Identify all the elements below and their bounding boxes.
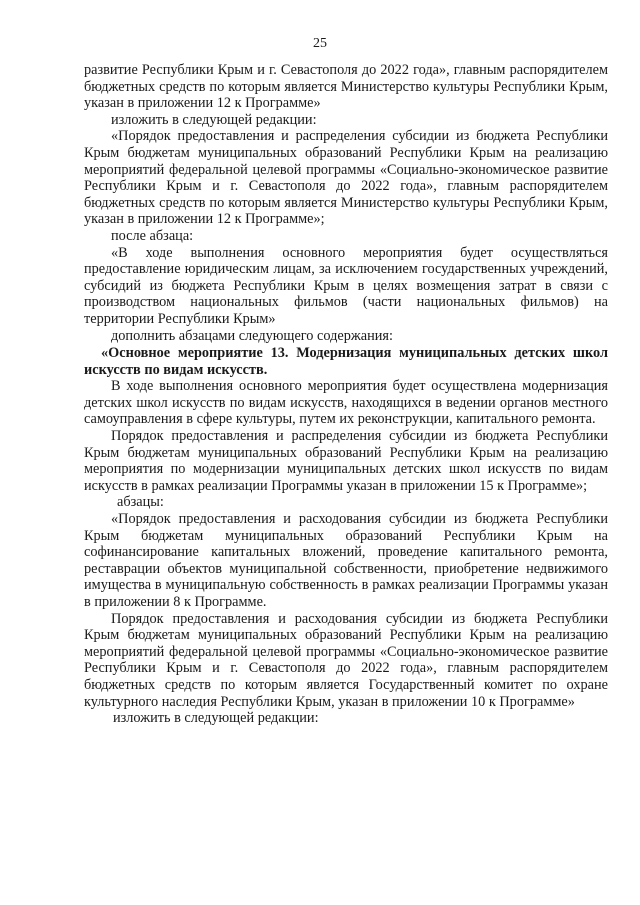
- paragraph-instruction: дополнить абзацами следующего содержания:: [111, 327, 393, 344]
- paragraph-body: Порядок предоставления и расходования субсидии из бюджета Республики Крым бюджетам муниципальных образований Республики Крым на реализацию мероприятий федеральной целевой программы «Социально-экономическое развитие Республики Крым и г. Севастополя до 2022 года», главным распорядителем бюджетных средств по которым является Государственный комитет по охране культурного наследия Республики Крым, указан в приложении 10 к Программе»: [84, 610, 608, 710]
- paragraph-quote: «Порядок предоставления и расходования субсидии из бюджета Республики Крым бюджетам муниципальных образований Республики Крым на софинансирование капитальных вложений, проведение капитального ремонта, реставрации объектов муниципальной собственности, приобретение недвижимого имущества в муниципальную собственность в рамках реализации Программы указан в приложении 8 к Программе.: [84, 511, 608, 610]
- paragraph-quote: «В ходе выполнения основного мероприятия будет осуществляться предоставление юридическим лицам, за исключением государственных учреждений, субсидий из бюджета Республики Крым в целях возмещения затрат в связи с производством национальных фильмов (части национальных фильмов) на территории Республики Крым»: [84, 244, 608, 327]
- section-heading: «Основное мероприятие 13. Модернизация муниципальных детских школ искусств по видам искусств.: [84, 345, 608, 378]
- paragraph-instruction: после абзаца:: [111, 227, 194, 244]
- paragraph-instruction: изложить в следующей редакции:: [113, 710, 319, 727]
- paragraph-quote: «Порядок предоставления и распределения субсидии из бюджета Республики Крым бюджетам муниципальных образований Республики Крым на реализацию мероприятий федеральной целевой программы «Социально-экономическое развитие Республики Крым и г. Севастополя до 2022 года», главным распорядителем бюджетных средств по которым является Министерство культуры Республики Крым, указан в приложении 12 к Программе»;: [84, 128, 608, 228]
- paragraph-body: В ходе выполнения основного мероприятия будет осуществлена модернизация детских школ искусств по видам искусств, находящихся в ведении органов местного самоуправления в сфере культуры, путем их реконструкции, капитального ремонта.: [84, 378, 608, 428]
- paragraph-continuation: развитие Республики Крым и г. Севастополя до 2022 года», главным распорядителем бюджетных средств по которым является Министерство культуры Республики Крым, указан в приложении 12 к Программе»: [84, 62, 608, 112]
- page-number: 25: [313, 36, 327, 51]
- paragraph-body: Порядок предоставления и распределения субсидии из бюджета Республики Крым бюджетам муниципальных образований Республики Крым на реализацию мероприятия по модернизации муниципальных детских школ искусств по видам искусств в рамках реализации Программы указан в приложении 15 к Программе»;: [84, 428, 608, 494]
- paragraph-instruction: изложить в следующей редакции:: [111, 111, 317, 128]
- document-body: [84, 62, 608, 727]
- paragraph-instruction: абзацы:: [117, 494, 164, 511]
